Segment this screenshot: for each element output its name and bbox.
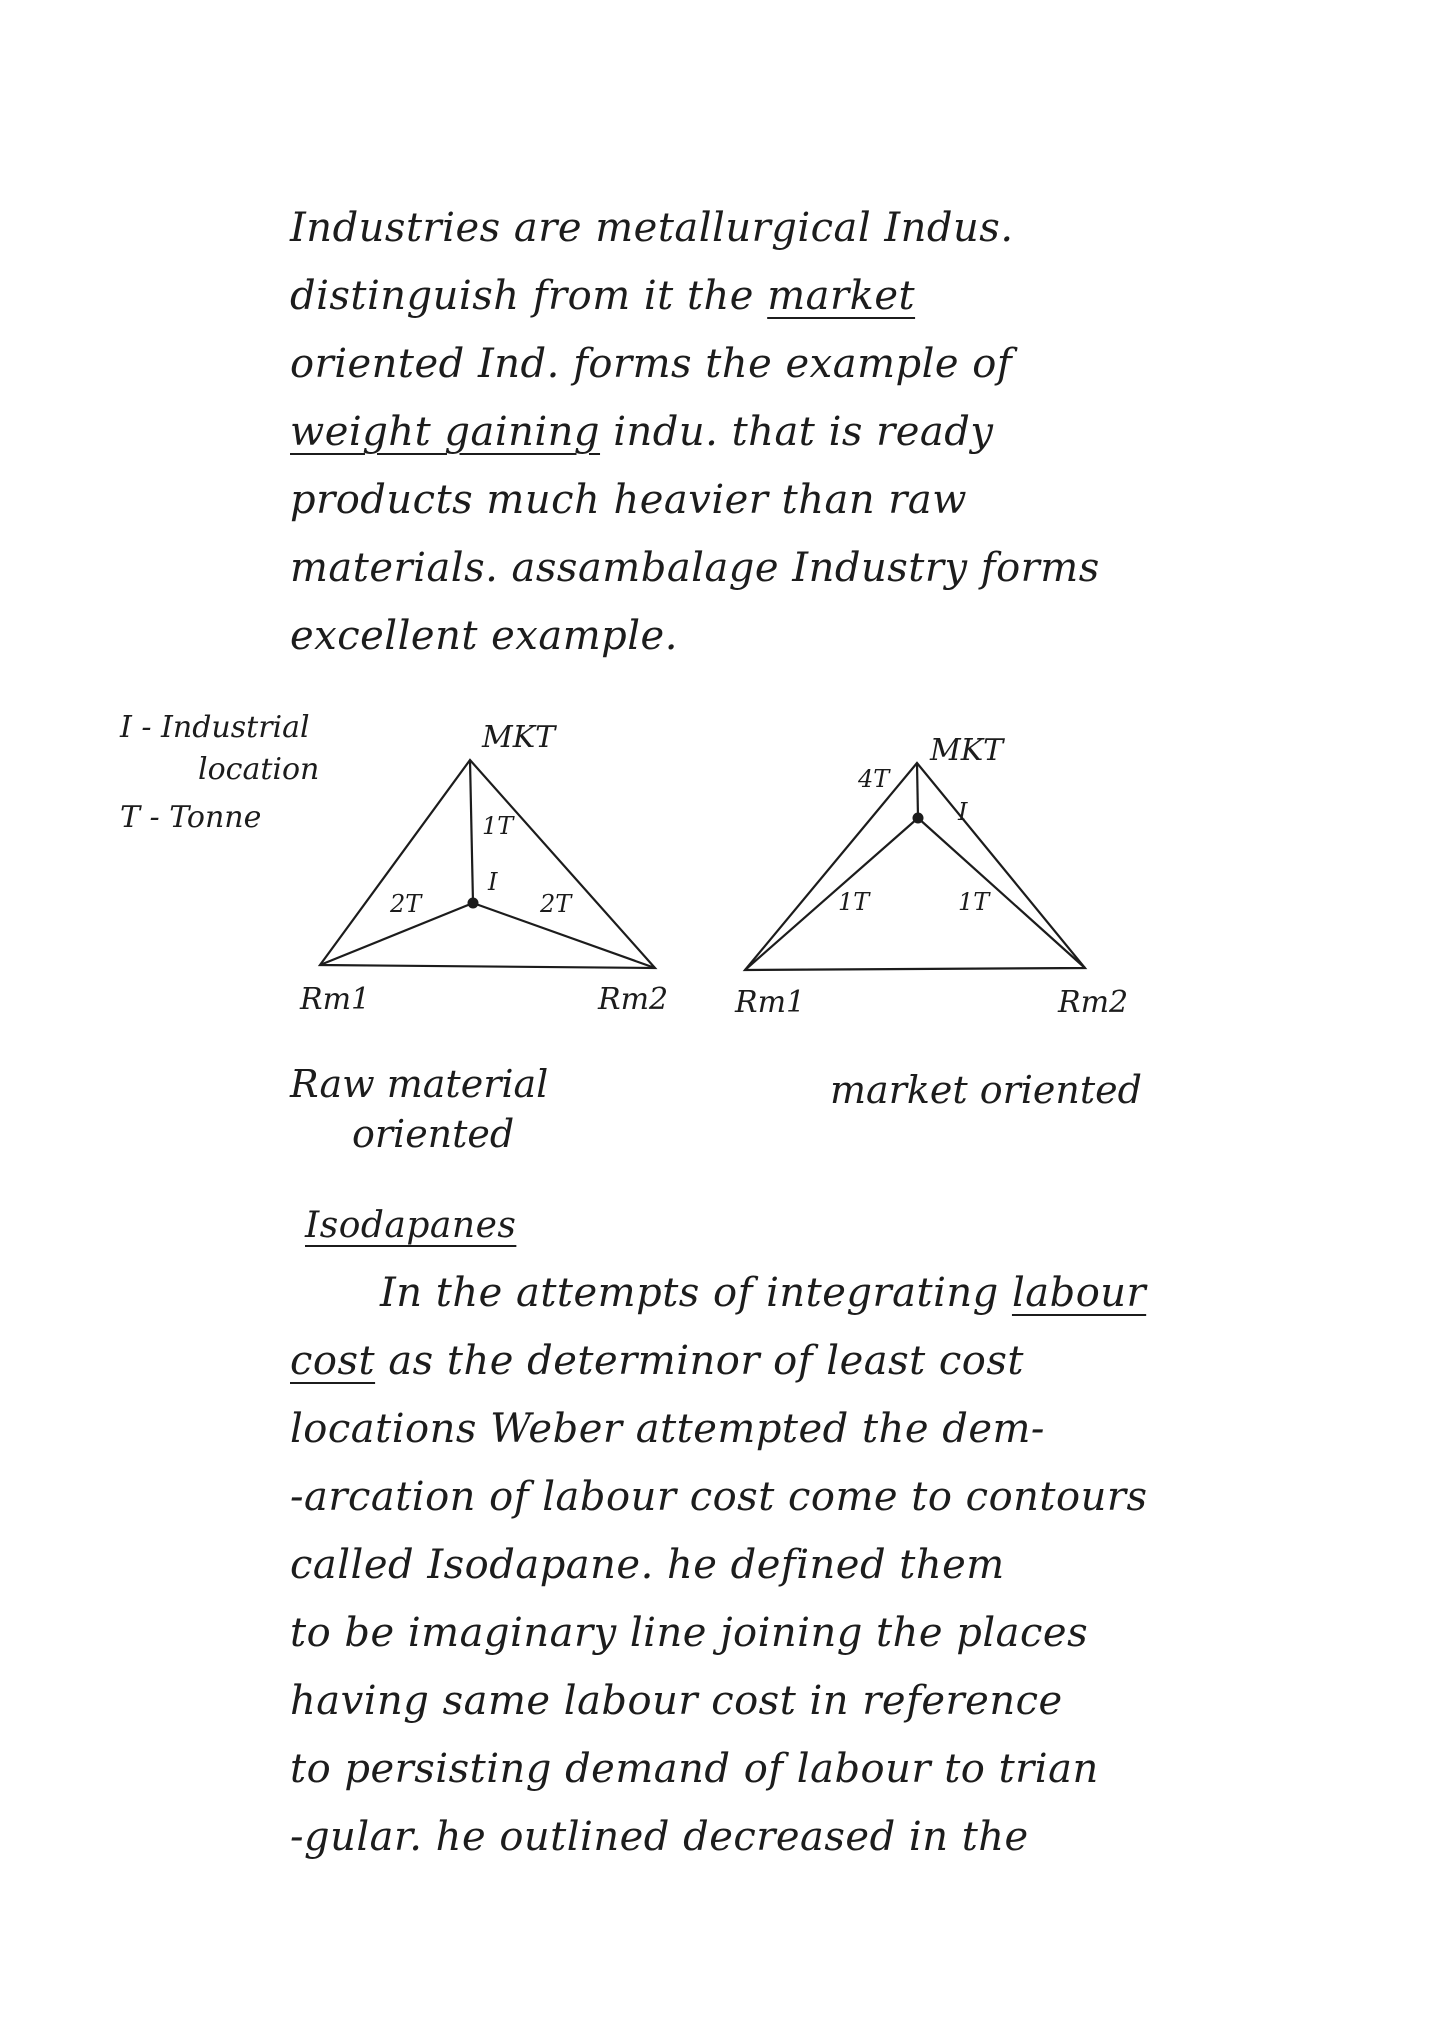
text-line [290,1338,1024,1384]
caption-market-oriented: market oriented [830,1068,1142,1112]
label-i-left: I [488,868,498,896]
text-fragment: as the determinor of least cost [388,1338,1024,1384]
triangle-outline-right [745,763,1085,970]
text-line: -gular. he outlined decreased in the [290,1814,1029,1860]
label-2t-left-edge: 2T [390,890,422,918]
triangle-outline-left [320,760,655,968]
text-fragment: In the attempts of integrating [380,1270,999,1316]
label-1t-right-edge: 1T [958,888,990,916]
text-line: having same labour cost in reference [290,1678,1063,1724]
label-rm1-left: Rm1 [300,982,371,1017]
edge-rm2-to-i-right [918,818,1085,968]
edge-mkt-to-i-left [470,760,473,903]
label-1t-left-edge: 1T [838,888,870,916]
text-line: to be imaginary line joining the places [290,1610,1089,1656]
label-2t-right-edge: 2T [540,890,572,918]
legend-industrial-location-cont: location [198,752,320,787]
text-line: locations Weber attempted the dem- [290,1406,1045,1452]
label-mkt-right: MKT [930,733,1004,768]
text-fragment: indu. that is ready [613,409,994,455]
label-mkt-left: MKT [482,720,556,755]
underlined-word-market: market [767,273,916,319]
section-heading: Isodapanes [305,1205,517,1246]
label-i-right: I [958,798,968,826]
edge-rm1-to-i-right [745,818,918,970]
underlined-phrase-weight-gaining: weight gaining [290,409,601,455]
text-line: called Isodapane. he defined them [290,1542,1005,1588]
legend-tonne: T - Tonne [120,800,262,835]
text-line: -arcation of labour cost come to contours [290,1474,1148,1520]
underlined-word-cost: cost [290,1338,376,1384]
underlined-word-labour: labour [1011,1270,1147,1316]
text-line: oriented Ind. forms the example of [290,341,1013,387]
label-4t-right: 4T [858,765,890,793]
text-line: to persisting demand of labour to trian [290,1746,1099,1792]
text-line: materials. assambalage Industry forms [290,545,1100,591]
caption-raw-material: Raw material [290,1062,549,1106]
label-rm2-left: Rm2 [598,982,669,1017]
text-line: excellent example. [290,613,678,659]
industrial-location-point-left [468,898,479,909]
industrial-location-point-right [913,813,924,824]
legend-industrial-location: I - Industrial [120,710,310,745]
edge-mkt-to-i-right [917,763,918,818]
text-line: products much heavier than raw [290,477,968,523]
label-1t-left: 1T [482,812,514,840]
text-line [380,1270,1146,1316]
text-line: Industries are metallurgical Indus. [290,205,1014,251]
text-fragment: distinguish from it the [290,273,754,319]
label-rm2-right: Rm2 [1058,985,1129,1020]
caption-raw-material-oriented: oriented [352,1112,515,1156]
label-rm1-right: Rm1 [735,985,806,1020]
